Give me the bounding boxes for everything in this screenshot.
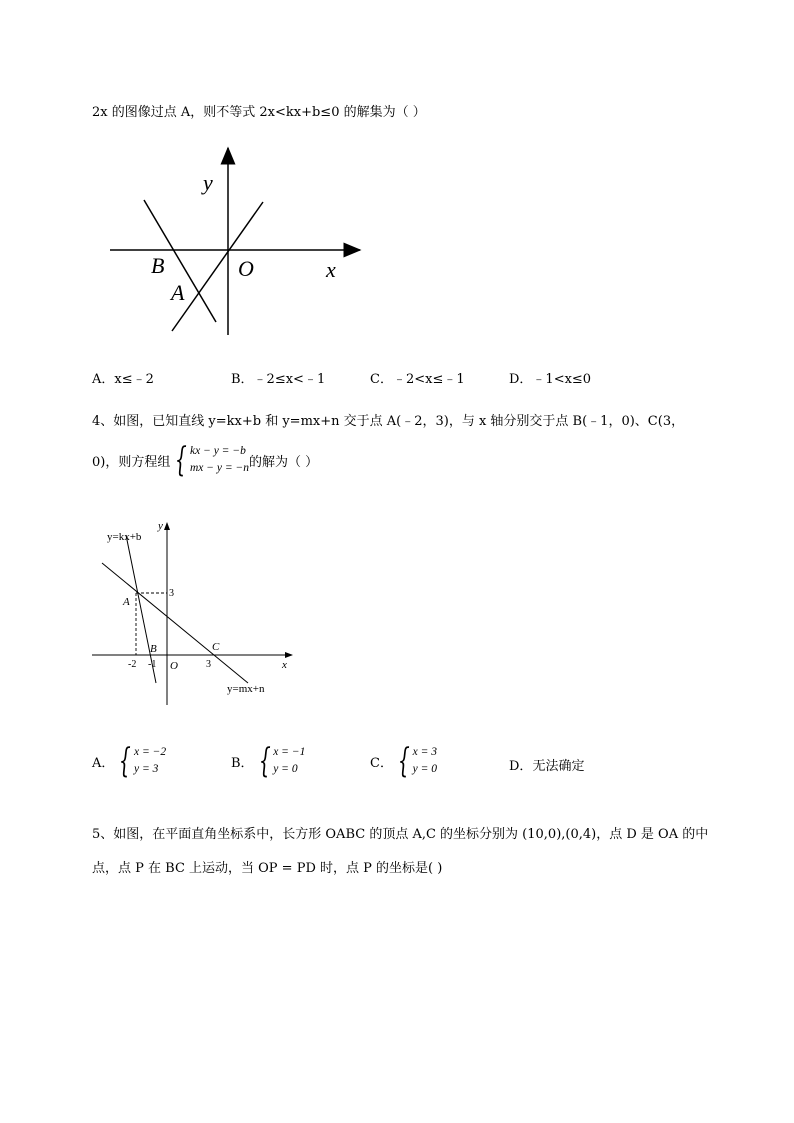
q5-line2: 点，点 P 在 BC 上运动，当 OP = PD 时，点 P 的坐标是( ) [92, 861, 443, 876]
q4-equation-system [170, 440, 250, 480]
q4-system-eq1: kx − y = −b [189, 445, 246, 457]
q4-option-d-letter: D． [509, 759, 533, 774]
q3-label-A: A [171, 280, 185, 305]
q3-option-d[interactable]: D．﹣1<x≤0 [509, 372, 592, 387]
q4-option-a-system [114, 741, 167, 781]
q3-label-O: O [238, 256, 254, 281]
q4-option-d[interactable] [509, 755, 584, 774]
q4-stem-suffix: 的解为（ ） [249, 454, 319, 470]
q3-stem: 2x 的图像过点 A，则不等式 2x<kx+b≤0 的解集为（ ） [92, 105, 426, 120]
q4-option-b-row1: x = −1 [273, 746, 306, 758]
q4-option-a[interactable] [92, 741, 167, 781]
q4-label-line1: y=kx+b [107, 531, 142, 543]
q3-label-B: B [151, 253, 165, 278]
q4-option-c-letter: C． [370, 755, 393, 771]
q3-option-a[interactable]: A．x≤﹣2 [92, 372, 154, 387]
q4-label-line2: y=mx+n [227, 683, 265, 695]
q4-option-b-system [254, 741, 306, 781]
q4-option-c-brace: { [397, 741, 410, 781]
q4-stem-prefix: 0)，则方程组 [92, 454, 171, 470]
q4-option-c-system [393, 741, 437, 781]
q3-label-y: y [203, 170, 213, 195]
q4-stem-line1: 4、如图，已知直线 y=kx+b 和 y=mx+n 交于点 A(﹣2，3)，与 x 轴分别交于点 B(﹣1，0)、C(3， [92, 414, 685, 429]
q4-label-y: y [158, 520, 163, 532]
q4-tick-3-x: 3 [206, 659, 211, 670]
q4-label-A: A [123, 596, 130, 608]
q3-figure [100, 140, 380, 340]
q4-option-d-text: 无法确定 [532, 759, 585, 774]
q5-line1: 5、如图，在平面直角坐标系中，长方形 OABC 的顶点 A,C 的坐标分别为 (10,0),(0,4)，点 D 是 OA 的中 [92, 827, 709, 842]
q4-option-b-brace: { [258, 741, 271, 781]
q4-tick-3-y: 3 [169, 588, 174, 599]
q4-option-c-row2: y = 0 [412, 763, 437, 775]
q4-option-a-row1: x = −2 [134, 746, 167, 758]
q3-option-c[interactable]: C．﹣2<x≤﹣1 [370, 372, 465, 387]
q4-option-a-row2: y = 3 [134, 763, 159, 775]
q4-label-x: x [282, 659, 287, 671]
q4-option-b[interactable] [231, 741, 306, 781]
q4-label-O: O [170, 660, 178, 672]
q4-option-c-row1: x = 3 [412, 746, 437, 758]
q4-figure [90, 515, 305, 710]
q4-tick-neg1: -1 [148, 659, 157, 670]
q4-option-a-brace: { [119, 741, 132, 781]
q4-label-B: B [150, 643, 157, 655]
q3-label-x: x [326, 257, 336, 282]
q4-option-a-letter: A． [92, 755, 115, 771]
q4-option-c[interactable] [370, 741, 437, 781]
q4-system-brace: { [175, 440, 188, 480]
q4-tick-neg2: -2 [128, 659, 137, 670]
q4-option-b-letter: B． [231, 755, 254, 771]
q4-stem-line2 [92, 440, 319, 480]
q4-label-C: C [212, 641, 220, 653]
q3-option-b[interactable]: B．﹣2≤x<﹣1 [231, 372, 326, 387]
q4-option-b-row2: y = 0 [273, 763, 298, 775]
q4-system-eq2: mx − y = −n [189, 462, 250, 474]
